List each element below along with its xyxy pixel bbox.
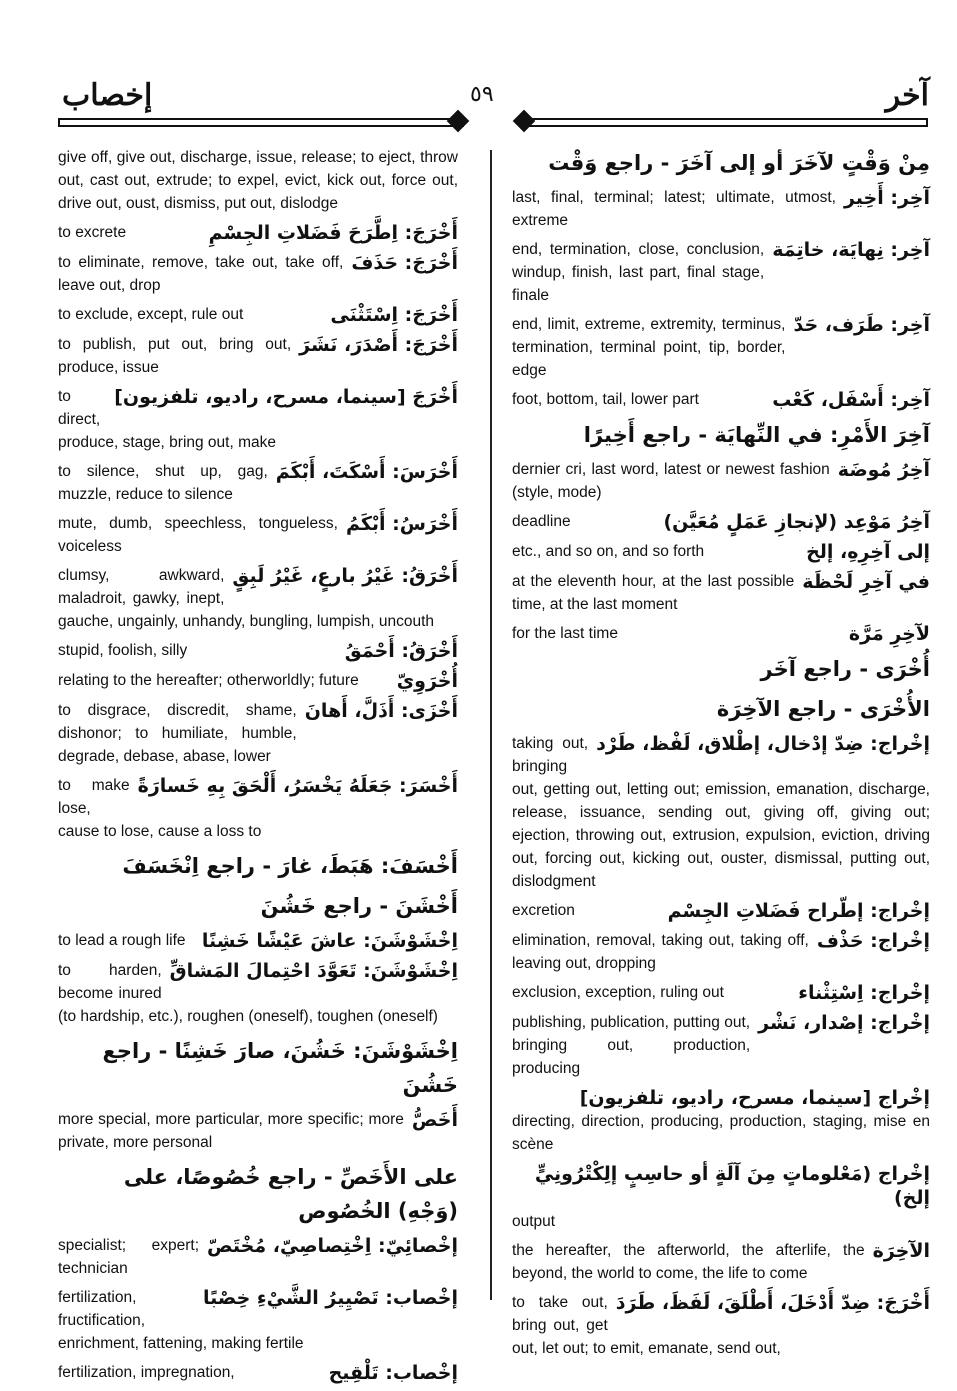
dictionary-entry: [512, 570, 930, 616]
arabic-headword: أَخَصُّ: [411, 1109, 458, 1131]
arabic-headword: إخْراج [سينما، مسرح، راديو، تلفزيون]: [579, 1087, 930, 1109]
english-definition: stupid, foolish, silly: [58, 642, 188, 659]
dictionary-entry: [58, 146, 458, 215]
arabic-headword: إخْراج: إصْدار، نَشْر: [758, 1012, 930, 1034]
english-definition: publishing, publication, putting out, bringing out, production, producing: [512, 1014, 751, 1077]
arabic-headword: أَخْرَجَ [سينما، مسرح، راديو، تلفزيون]: [114, 386, 458, 408]
dictionary-entry: [58, 512, 458, 558]
dictionary-entry: [512, 1162, 930, 1233]
arabic-headword: على الأَخَصِّ - راجع خُصُوصًا، على (وَجْهِ) الخُصُوص: [123, 1165, 458, 1223]
arabic-headword: أَخْرَقُ: غَيْرُ بارعٍ، غَيْرُ لَبِقٍ: [232, 565, 458, 587]
english-definition: clumsy, awkward, maladroit, gawky, inept, gauche, ungainly, unhandy, bungling, lumpish, uncouth: [58, 567, 435, 630]
english-definition: to excrete: [58, 224, 127, 241]
english-definition: end, limit, extreme, extremity, terminus, termination, terminal point, tip, border, edge: [512, 316, 786, 379]
arabic-headword: أَخْزَى: أَذَلَّ، أَهانَ: [304, 700, 458, 722]
right-running-headword: آخر: [885, 78, 929, 113]
english-definition: taking out, bringing out, getting out, letting out; emission, emanation, discharge, release, issuance, sending out, giving off, giving out; ejection, throwing out, extrusion, expulsion, eviction, driving out, forcing out, kicking out, ouster, dismissal, putting out, dislodgment: [512, 735, 930, 890]
dictionary-entry: [512, 1239, 930, 1285]
dictionary-entry: [512, 458, 930, 504]
dictionary-entry: [58, 564, 458, 633]
english-definition: excretion: [512, 902, 575, 919]
dictionary-entry: [58, 1160, 458, 1228]
arabic-headword: أُخْرَوِيّ: [396, 670, 458, 692]
dictionary-entry: [58, 333, 458, 379]
dictionary-entry: [58, 385, 458, 454]
english-definition: fertilization, impregnation,: [58, 1364, 235, 1381]
arabic-headword: في آخِرِ لَحْظَة: [802, 571, 930, 593]
english-definition: to disgrace, discredit, shame, dishonor; to humiliate, humble, degrade, debase, abase, lower: [58, 702, 297, 765]
left-running-headword: إخصاب: [62, 78, 153, 113]
arabic-headword: أَخْرَقُ: أَحْمَقُ: [344, 640, 458, 662]
english-definition: to publish, put out, bring out, produce, issue: [58, 336, 292, 376]
dictionary-entry: [512, 622, 930, 646]
english-definition: fertilization, fructification, enrichment, fattening, making fertile: [58, 1289, 304, 1352]
english-definition: more special, more particular, more specific; more private, more personal: [58, 1111, 404, 1151]
dictionary-entry: [58, 1361, 458, 1385]
arabic-headword: مِنْ وَقْتٍ لآخَرَ أو إلى آخَرَ - راجع وَقْت: [548, 151, 930, 175]
dictionary-entry: [58, 669, 458, 693]
arabic-headword: آخِرُ مَوْعِد (لإنجازِ عَمَلٍ مُعَيَّن): [663, 511, 930, 533]
arabic-headword: أَخْرَسَ: أَسْكَتَ، أَبْكَمَ: [275, 461, 458, 483]
dictionary-entry: [512, 1011, 930, 1080]
dictionary-entry: [512, 732, 930, 893]
dictionary-entry: [512, 929, 930, 975]
arabic-headword: أَخْرَسُ: أَبْكَمُ: [345, 513, 458, 535]
dictionary-entry: [58, 699, 458, 768]
english-definition: to direct, produce, stage, bring out, make: [58, 388, 276, 451]
english-definition: elimination, removal, taking out, taking off, leaving out, dropping: [512, 932, 809, 972]
dictionary-entry: [512, 388, 930, 412]
dictionary-entry: [512, 186, 930, 232]
english-definition: to make lose, cause to lose, cause a loss to: [58, 777, 262, 840]
arabic-headword: آخِرُ مُوضَة: [837, 459, 930, 481]
english-definition: to lead a rough life: [58, 932, 186, 949]
english-definition: deadline: [512, 513, 571, 530]
english-definition: the hereafter, the afterworld, the afterlife, the beyond, the world to come, the life to come: [512, 1242, 865, 1282]
dictionary-entry: [58, 221, 458, 245]
arabic-headword: إخْراج: اِسْتِثْناء: [798, 982, 930, 1004]
english-definition: last, final, terminal; latest; ultimate, utmost, extreme: [512, 189, 836, 229]
english-definition: to silence, shut up, gag, muzzle, reduce to silence: [58, 463, 268, 503]
page-header: [0, 0, 957, 140]
dictionary-entry: [58, 774, 458, 843]
english-definition: exclusion, exception, ruling out: [512, 984, 724, 1001]
english-definition: to eliminate, remove, take out, take off, leave out, drop: [58, 254, 344, 294]
right-column: [512, 146, 930, 1366]
dictionary-entry: [58, 929, 458, 953]
dictionary-entry: [58, 959, 458, 1028]
arabic-headword: أَخْسَفَ: هَبَطَ، غارَ - راجع اِنْخَسَفَ: [122, 854, 458, 878]
arabic-headword: أَخْسَرَ: جَعَلَهُ يَخْسَرُ، أَلْحَقَ بِهِ خَسارَةً: [137, 775, 458, 797]
arabic-headword: إخْراج: إطّراح فَضَلاتِ الجِسْم: [667, 900, 930, 922]
arabic-headword: اِخْشَوْشَنَ: عاشَ عَيْشًا خَشِنًا: [201, 930, 458, 952]
english-definition: directing, direction, producing, production, staging, mise en scène: [512, 1113, 930, 1153]
arabic-headword: أَخْشَنَ - راجع خَشُنَ: [260, 894, 458, 918]
arabic-headword: لآخِرِ مَرَّة: [848, 623, 930, 645]
arabic-headword: أَخْرَجَ: ضِدّ أَدْخَلَ، أَطْلَقَ، لَفَظَ، طَرَدَ: [615, 1292, 930, 1314]
arabic-headword: أَخْرَجَ: حَذَفَ: [351, 252, 458, 274]
english-definition: dernier cri, last word, latest or newest fashion (style, mode): [512, 461, 830, 501]
dictionary-entry: [512, 899, 930, 923]
dictionary-entry: [58, 303, 458, 327]
arabic-headword: الآخِرَة: [872, 1240, 930, 1262]
arabic-headword: اِخْشَوْشَنَ: خَشُنَ، صارَ خَشِنًا - راجع خَشُنَ: [102, 1039, 458, 1097]
arabic-headword: إخْراج: حَذْف: [816, 930, 930, 952]
dictionary-entry: [58, 460, 458, 506]
arabic-headword: آخِر: أَخِير: [843, 187, 930, 209]
dictionary-entry: [512, 238, 930, 307]
dictionary-entry: [512, 692, 930, 726]
english-definition: at the eleventh hour, at the last possible time, at the last moment: [512, 573, 795, 613]
arabic-headword: إلى آخِرِهِ، إلخ: [806, 541, 930, 563]
arabic-headword: أُخْرَى - راجع آخَر: [760, 657, 930, 681]
dictionary-entry: [58, 849, 458, 883]
arabic-headword: إخْصاب: تَصْيِيرُ الشَّيْءِ خِصْبًا: [202, 1287, 458, 1309]
english-definition: give off, give out, discharge, issue, release; to eject, throw out, cast out, extrude; to expel, evict, kick out, force out, drive out, oust, dismiss, put out, dislodge: [58, 149, 458, 212]
arabic-headword: إخْصائِيّ: اِخْتِصاصِيّ، مُخْتَصّ: [207, 1235, 458, 1257]
dictionary-entry: [58, 889, 458, 923]
dictionary-entry: [58, 1034, 458, 1102]
dictionary-entry: [512, 418, 930, 452]
left-header-rule: [58, 118, 464, 127]
arabic-headword: آخِر: أَسْفَل، كَعْب: [772, 389, 930, 411]
arabic-headword: اِخْشَوْشَنَ: تَعَوَّدَ احْتِمالَ المَشاقِّ: [169, 960, 458, 982]
dictionary-entry: [512, 540, 930, 564]
dictionary-entry: [512, 652, 930, 686]
arabic-headword: أَخْرَجَ: أَصْدَرَ، نَشَرَ: [299, 334, 458, 356]
right-header-rule: [520, 118, 928, 127]
english-definition: to harden, become inured (to hardship, etc.), roughen (oneself), toughen (oneself): [58, 962, 438, 1025]
arabic-headword: أَخْرَجَ: اِطَّرَحَ فَضَلاتِ الجِسْمِ: [208, 222, 458, 244]
english-definition: foot, bottom, tail, lower part: [512, 391, 699, 408]
english-definition: specialist; expert; technician: [58, 1237, 199, 1277]
english-definition: to exclude, except, rule out: [58, 306, 244, 323]
column-divider: [490, 150, 492, 1300]
dictionary-entry: [58, 1108, 458, 1154]
arabic-headword: إخْراج: ضِدّ إدْخال، إطْلاق، لَفْظ، طَرْد: [596, 733, 930, 755]
arabic-headword: آخِر: نِهايَة، خاتِمَة: [772, 239, 930, 261]
dictionary-entry: [512, 1291, 930, 1360]
dictionary-entry: [512, 510, 930, 534]
arabic-headword: آخِر: طَرَف، حَدّ: [793, 314, 930, 336]
arabic-headword: الأُخْرَى - راجع الآخِرَة: [716, 697, 930, 721]
english-definition: to take out, bring out, get out, let out; to emit, emanate, send out,: [512, 1294, 781, 1357]
dictionary-entry: [58, 1234, 458, 1280]
english-definition: mute, dumb, speechless, tongueless, voiceless: [58, 515, 338, 555]
left-column: [58, 146, 458, 1391]
english-definition: end, termination, close, conclusion, windup, finish, last part, final stage, finale: [512, 241, 765, 304]
english-definition: relating to the hereafter; otherworldly; future: [58, 672, 359, 689]
dictionary-entry: [58, 251, 458, 297]
page-number: ٥٩: [470, 82, 494, 107]
arabic-headword: إخْراج (مَعْلوماتٍ مِنَ آلَةٍ أو حاسِبٍ إلِكْتْرُونِيٍّ إلخ): [534, 1163, 930, 1209]
arabic-headword: أَخْرَجَ: اِسْتَثْنَى: [330, 304, 458, 326]
dictionary-entry: [58, 1286, 458, 1355]
dictionary-entry: [512, 313, 930, 382]
english-definition: output: [512, 1213, 556, 1230]
dictionary-entry: [512, 1086, 930, 1156]
dictionary-entry: [512, 146, 930, 180]
dictionary-entry: [512, 981, 930, 1005]
dictionary-entry: [58, 639, 458, 663]
english-definition: etc., and so on, and so forth: [512, 543, 705, 560]
arabic-headword: آخِرَ الأَمْرِ: في النِّهايَة - راجع أَخِيرًا: [583, 423, 930, 447]
english-definition: for the last time: [512, 625, 618, 642]
left-diamond-ornament: [447, 110, 470, 133]
arabic-headword: إخْصاب: تَلْقِيح: [328, 1362, 458, 1384]
